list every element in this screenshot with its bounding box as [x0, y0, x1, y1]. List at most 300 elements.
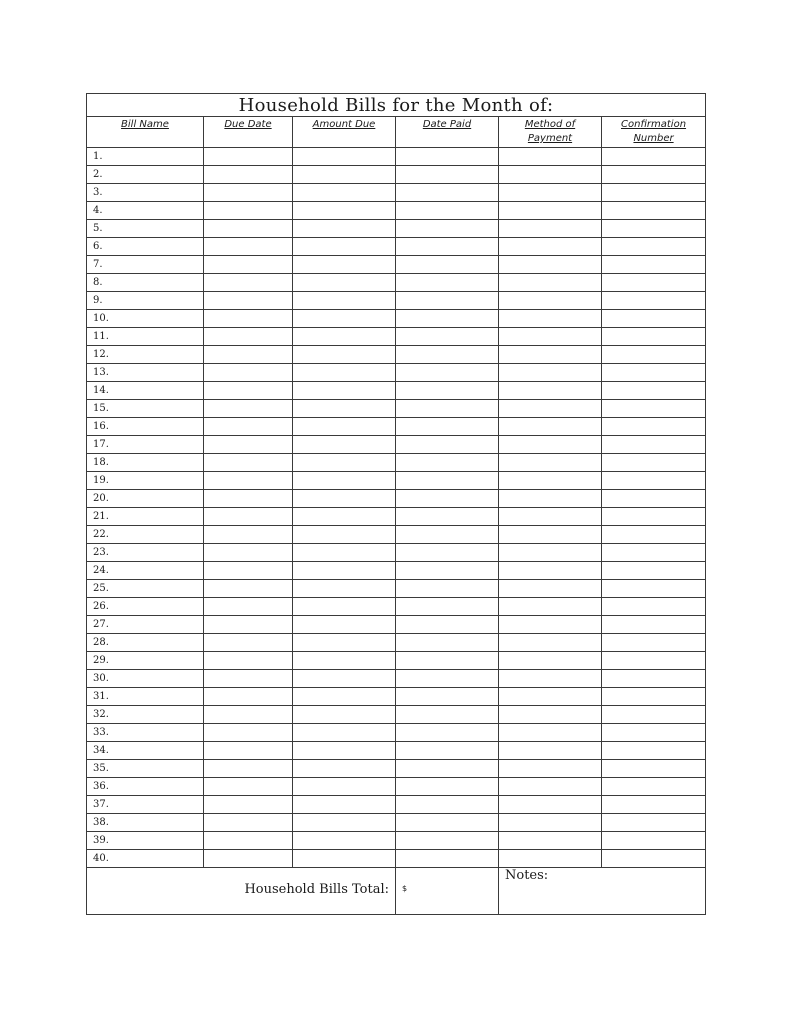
bill-name-cell[interactable] [87, 184, 204, 202]
confirmation-number-cell[interactable] [602, 454, 706, 472]
bill-name-cell[interactable] [87, 364, 204, 382]
amount-due-cell[interactable] [293, 148, 396, 166]
method-of-payment-cell[interactable] [499, 526, 602, 544]
amount-due-cell[interactable] [293, 256, 396, 274]
method-of-payment-cell[interactable] [499, 418, 602, 436]
date-paid-cell[interactable] [396, 292, 499, 310]
column-header-due-date: Due Date [204, 117, 293, 148]
confirmation-number-cell[interactable] [602, 166, 706, 184]
amount-due-cell[interactable] [293, 562, 396, 580]
date-paid-cell[interactable] [396, 544, 499, 562]
confirmation-number-cell[interactable] [602, 562, 706, 580]
method-of-payment-cell[interactable] [499, 346, 602, 364]
method-of-payment-cell[interactable] [499, 472, 602, 490]
date-paid-cell[interactable] [396, 724, 499, 742]
method-of-payment-cell[interactable] [499, 184, 602, 202]
bill-name-cell[interactable] [87, 148, 204, 166]
confirmation-number-cell[interactable] [602, 292, 706, 310]
bill-name-cell[interactable] [87, 814, 204, 832]
method-of-payment-cell[interactable] [499, 778, 602, 796]
table-row [87, 526, 706, 544]
title-row [87, 94, 706, 117]
confirmation-number-cell[interactable] [602, 328, 706, 346]
bill-name-cell[interactable] [87, 274, 204, 292]
bill-name-cell[interactable] [87, 760, 204, 778]
confirmation-number-cell[interactable] [602, 508, 706, 526]
date-paid-cell[interactable] [396, 670, 499, 688]
bill-name-cell[interactable] [87, 418, 204, 436]
table-row [87, 418, 706, 436]
amount-due-cell[interactable] [293, 490, 396, 508]
method-of-payment-cell[interactable] [499, 328, 602, 346]
table-row [87, 292, 706, 310]
column-header-amount-due: Amount Due [293, 117, 396, 148]
due-date-cell[interactable] [204, 508, 293, 526]
amount-due-cell[interactable] [293, 580, 396, 598]
method-of-payment-cell[interactable] [499, 562, 602, 580]
table-row [87, 688, 706, 706]
confirmation-number-cell[interactable] [602, 760, 706, 778]
row-number: 3. [93, 187, 103, 198]
method-of-payment-cell[interactable] [499, 742, 602, 760]
method-of-payment-cell[interactable] [499, 166, 602, 184]
table-row [87, 814, 706, 832]
bill-name-cell[interactable] [87, 526, 204, 544]
date-paid-cell[interactable] [396, 436, 499, 454]
method-of-payment-cell[interactable] [499, 670, 602, 688]
bill-name-cell[interactable] [87, 742, 204, 760]
date-paid-cell[interactable] [396, 328, 499, 346]
amount-due-cell[interactable] [293, 688, 396, 706]
confirmation-number-cell[interactable] [602, 490, 706, 508]
due-date-cell[interactable] [204, 616, 293, 634]
method-of-payment-cell[interactable] [499, 832, 602, 850]
date-paid-cell[interactable] [396, 256, 499, 274]
date-paid-cell[interactable] [396, 616, 499, 634]
method-of-payment-cell[interactable] [499, 688, 602, 706]
method-of-payment-cell[interactable] [499, 400, 602, 418]
bill-name-cell[interactable] [87, 850, 204, 868]
amount-due-cell[interactable] [293, 166, 396, 184]
confirmation-number-cell[interactable] [602, 778, 706, 796]
amount-due-cell[interactable] [293, 742, 396, 760]
amount-due-cell[interactable] [293, 832, 396, 850]
row-number: 39. [93, 835, 109, 846]
date-paid-cell[interactable] [396, 238, 499, 256]
due-date-cell[interactable] [204, 364, 293, 382]
table-row [87, 436, 706, 454]
row-number: 32. [93, 709, 109, 720]
date-paid-cell[interactable] [396, 562, 499, 580]
method-of-payment-cell[interactable] [499, 436, 602, 454]
table-row [87, 400, 706, 418]
method-of-payment-cell[interactable] [499, 220, 602, 238]
table-row [87, 166, 706, 184]
date-paid-cell[interactable] [396, 598, 499, 616]
bill-name-cell[interactable] [87, 166, 204, 184]
due-date-cell[interactable] [204, 490, 293, 508]
date-paid-cell[interactable] [396, 850, 499, 868]
amount-due-cell[interactable] [293, 850, 396, 868]
due-date-cell[interactable] [204, 580, 293, 598]
confirmation-number-cell[interactable] [602, 364, 706, 382]
table-row [87, 706, 706, 724]
method-of-payment-cell[interactable] [499, 598, 602, 616]
amount-due-cell[interactable] [293, 670, 396, 688]
bill-name-cell[interactable] [87, 202, 204, 220]
due-date-cell[interactable] [204, 274, 293, 292]
amount-due-cell[interactable] [293, 598, 396, 616]
household-bills-table [86, 93, 706, 915]
due-date-cell[interactable] [204, 238, 293, 256]
bill-name-cell[interactable] [87, 256, 204, 274]
row-number: 31. [93, 691, 109, 702]
method-of-payment-cell[interactable] [499, 310, 602, 328]
date-paid-cell[interactable] [396, 832, 499, 850]
confirmation-number-cell[interactable] [602, 832, 706, 850]
due-date-cell[interactable] [204, 598, 293, 616]
due-date-cell[interactable] [204, 742, 293, 760]
bill-name-cell[interactable] [87, 382, 204, 400]
due-date-cell[interactable] [204, 418, 293, 436]
bill-name-cell[interactable] [87, 328, 204, 346]
method-of-payment-cell[interactable] [499, 490, 602, 508]
due-date-cell[interactable] [204, 652, 293, 670]
row-number: 8. [93, 277, 103, 288]
amount-due-cell[interactable] [293, 796, 396, 814]
date-paid-cell[interactable] [396, 364, 499, 382]
date-paid-cell[interactable] [396, 652, 499, 670]
bill-name-cell[interactable] [87, 490, 204, 508]
bill-name-cell[interactable] [87, 832, 204, 850]
amount-due-cell[interactable] [293, 310, 396, 328]
confirmation-number-cell[interactable] [602, 472, 706, 490]
amount-due-cell[interactable] [293, 760, 396, 778]
date-paid-cell[interactable] [396, 274, 499, 292]
method-of-payment-cell[interactable] [499, 850, 602, 868]
bill-name-cell[interactable] [87, 598, 204, 616]
bill-name-cell[interactable] [87, 544, 204, 562]
amount-due-cell[interactable] [293, 526, 396, 544]
amount-due-cell[interactable] [293, 346, 396, 364]
due-date-cell[interactable] [204, 436, 293, 454]
confirmation-number-cell[interactable] [602, 598, 706, 616]
date-paid-cell[interactable] [396, 418, 499, 436]
date-paid-cell[interactable] [396, 184, 499, 202]
confirmation-number-cell[interactable] [602, 256, 706, 274]
row-number: 40. [93, 853, 109, 864]
row-number: 22. [93, 529, 109, 540]
method-of-payment-cell[interactable] [499, 760, 602, 778]
row-number: 29. [93, 655, 109, 666]
bill-name-cell[interactable] [87, 238, 204, 256]
amount-due-cell[interactable] [293, 814, 396, 832]
row-number: 20. [93, 493, 109, 504]
row-number: 26. [93, 601, 109, 612]
date-paid-cell[interactable] [396, 220, 499, 238]
bill-name-cell[interactable] [87, 778, 204, 796]
date-paid-cell[interactable] [396, 148, 499, 166]
confirmation-number-cell[interactable] [602, 814, 706, 832]
row-number: 18. [93, 457, 109, 468]
due-date-cell[interactable] [204, 220, 293, 238]
date-paid-cell[interactable] [396, 472, 499, 490]
confirmation-number-cell[interactable] [602, 688, 706, 706]
amount-due-cell[interactable] [293, 400, 396, 418]
confirmation-number-cell[interactable] [602, 634, 706, 652]
due-date-cell[interactable] [204, 670, 293, 688]
row-number: 30. [93, 673, 109, 684]
row-number: 19. [93, 475, 109, 486]
amount-due-cell[interactable] [293, 202, 396, 220]
bill-name-cell[interactable] [87, 346, 204, 364]
due-date-cell[interactable] [204, 562, 293, 580]
amount-due-cell[interactable] [293, 454, 396, 472]
confirmation-number-cell[interactable] [602, 616, 706, 634]
date-paid-cell[interactable] [396, 166, 499, 184]
due-date-cell[interactable] [204, 544, 293, 562]
method-of-payment-cell[interactable] [499, 814, 602, 832]
amount-due-cell[interactable] [293, 724, 396, 742]
confirmation-number-cell[interactable] [602, 418, 706, 436]
method-of-payment-cell[interactable] [499, 706, 602, 724]
table-row [87, 598, 706, 616]
table-row [87, 490, 706, 508]
due-date-cell[interactable] [204, 814, 293, 832]
due-date-cell[interactable] [204, 454, 293, 472]
due-date-cell[interactable] [204, 778, 293, 796]
date-paid-cell[interactable] [396, 634, 499, 652]
confirmation-number-cell[interactable] [602, 184, 706, 202]
bill-name-cell[interactable] [87, 634, 204, 652]
due-date-cell[interactable] [204, 724, 293, 742]
due-date-cell[interactable] [204, 706, 293, 724]
confirmation-number-cell[interactable] [602, 580, 706, 598]
due-date-cell[interactable] [204, 472, 293, 490]
date-paid-cell[interactable] [396, 760, 499, 778]
confirmation-number-cell[interactable] [602, 652, 706, 670]
method-of-payment-cell[interactable] [499, 796, 602, 814]
method-of-payment-cell[interactable] [499, 652, 602, 670]
date-paid-cell[interactable] [396, 382, 499, 400]
row-number: 7. [93, 259, 103, 270]
amount-due-cell[interactable] [293, 238, 396, 256]
method-of-payment-cell[interactable] [499, 724, 602, 742]
row-number: 17. [93, 439, 109, 450]
bill-name-cell[interactable] [87, 400, 204, 418]
date-paid-cell[interactable] [396, 400, 499, 418]
date-paid-cell[interactable] [396, 346, 499, 364]
due-date-cell[interactable] [204, 634, 293, 652]
amount-due-cell[interactable] [293, 472, 396, 490]
table-row [87, 274, 706, 292]
table-row [87, 256, 706, 274]
amount-due-cell[interactable] [293, 292, 396, 310]
confirmation-number-cell[interactable] [602, 238, 706, 256]
amount-due-cell[interactable] [293, 544, 396, 562]
due-date-cell[interactable] [204, 184, 293, 202]
amount-due-cell[interactable] [293, 220, 396, 238]
table-row [87, 760, 706, 778]
date-paid-cell[interactable] [396, 814, 499, 832]
confirmation-number-cell[interactable] [602, 742, 706, 760]
due-date-cell[interactable] [204, 382, 293, 400]
bill-name-cell[interactable] [87, 796, 204, 814]
bill-name-cell[interactable] [87, 562, 204, 580]
due-date-cell[interactable] [204, 148, 293, 166]
method-of-payment-cell[interactable] [499, 454, 602, 472]
due-date-cell[interactable] [204, 688, 293, 706]
amount-due-cell[interactable] [293, 508, 396, 526]
amount-due-cell[interactable] [293, 616, 396, 634]
due-date-cell[interactable] [204, 832, 293, 850]
method-of-payment-cell[interactable] [499, 364, 602, 382]
amount-due-cell[interactable] [293, 274, 396, 292]
method-of-payment-cell[interactable] [499, 292, 602, 310]
total-amount-field[interactable] [396, 868, 499, 915]
due-date-cell[interactable] [204, 256, 293, 274]
bill-name-cell[interactable] [87, 670, 204, 688]
method-of-payment-cell[interactable] [499, 238, 602, 256]
due-date-cell[interactable] [204, 850, 293, 868]
confirmation-number-cell[interactable] [602, 544, 706, 562]
bill-name-cell[interactable] [87, 508, 204, 526]
table-row [87, 616, 706, 634]
amount-due-cell[interactable] [293, 364, 396, 382]
table-row [87, 652, 706, 670]
table-row [87, 472, 706, 490]
method-of-payment-cell[interactable] [499, 508, 602, 526]
due-date-cell[interactable] [204, 400, 293, 418]
bill-name-cell[interactable] [87, 616, 204, 634]
date-paid-cell[interactable] [396, 706, 499, 724]
confirmation-number-cell[interactable] [602, 796, 706, 814]
confirmation-number-cell[interactable] [602, 148, 706, 166]
due-date-cell[interactable] [204, 292, 293, 310]
table-row [87, 202, 706, 220]
table-row [87, 544, 706, 562]
method-of-payment-cell[interactable] [499, 274, 602, 292]
due-date-cell[interactable] [204, 796, 293, 814]
row-number: 24. [93, 565, 109, 576]
method-of-payment-cell[interactable] [499, 544, 602, 562]
amount-due-cell[interactable] [293, 328, 396, 346]
confirmation-number-cell[interactable] [602, 400, 706, 418]
date-paid-cell[interactable] [396, 796, 499, 814]
date-paid-cell[interactable] [396, 742, 499, 760]
confirmation-number-cell[interactable] [602, 382, 706, 400]
row-number: 13. [93, 367, 109, 378]
amount-due-cell[interactable] [293, 778, 396, 796]
confirmation-number-cell[interactable] [602, 202, 706, 220]
bill-name-cell[interactable] [87, 706, 204, 724]
date-paid-cell[interactable] [396, 778, 499, 796]
confirmation-number-cell[interactable] [602, 346, 706, 364]
bill-name-cell[interactable] [87, 652, 204, 670]
method-of-payment-cell[interactable] [499, 634, 602, 652]
confirmation-number-cell[interactable] [602, 670, 706, 688]
notes-field[interactable] [499, 868, 706, 915]
date-paid-cell[interactable] [396, 580, 499, 598]
confirmation-number-cell[interactable] [602, 526, 706, 544]
due-date-cell[interactable] [204, 526, 293, 544]
date-paid-cell[interactable] [396, 310, 499, 328]
date-paid-cell[interactable] [396, 454, 499, 472]
bill-name-cell[interactable] [87, 292, 204, 310]
row-number: 5. [93, 223, 103, 234]
method-of-payment-cell[interactable] [499, 202, 602, 220]
amount-due-cell[interactable] [293, 652, 396, 670]
table-row [87, 580, 706, 598]
table-row [87, 346, 706, 364]
bill-name-cell[interactable] [87, 454, 204, 472]
column-header-date-paid: Date Paid [396, 117, 499, 148]
due-date-cell[interactable] [204, 166, 293, 184]
date-paid-cell[interactable] [396, 688, 499, 706]
method-of-payment-cell[interactable] [499, 148, 602, 166]
date-paid-cell[interactable] [396, 508, 499, 526]
row-number: 25. [93, 583, 109, 594]
amount-due-cell[interactable] [293, 706, 396, 724]
due-date-cell[interactable] [204, 346, 293, 364]
row-number: 21. [93, 511, 109, 522]
confirmation-number-cell[interactable] [602, 274, 706, 292]
date-paid-cell[interactable] [396, 490, 499, 508]
bill-name-cell[interactable] [87, 580, 204, 598]
due-date-cell[interactable] [204, 310, 293, 328]
table-row [87, 328, 706, 346]
row-number: 15. [93, 403, 109, 414]
amount-due-cell[interactable] [293, 184, 396, 202]
confirmation-number-cell[interactable] [602, 220, 706, 238]
table-row [87, 562, 706, 580]
date-paid-cell[interactable] [396, 526, 499, 544]
bill-name-cell[interactable] [87, 472, 204, 490]
row-number: 11. [93, 331, 109, 342]
bill-name-cell[interactable] [87, 436, 204, 454]
method-of-payment-cell[interactable] [499, 616, 602, 634]
table-row [87, 184, 706, 202]
notes-label: Notes: [505, 868, 549, 883]
confirmation-number-cell[interactable] [602, 436, 706, 454]
method-of-payment-cell[interactable] [499, 382, 602, 400]
bill-name-cell[interactable] [87, 310, 204, 328]
amount-due-cell[interactable] [293, 436, 396, 454]
bill-name-cell[interactable] [87, 688, 204, 706]
row-number: 35. [93, 763, 109, 774]
amount-due-cell[interactable] [293, 382, 396, 400]
bill-name-cell[interactable] [87, 724, 204, 742]
due-date-cell[interactable] [204, 202, 293, 220]
table-row [87, 796, 706, 814]
confirmation-number-cell[interactable] [602, 310, 706, 328]
row-number: 9. [93, 295, 103, 306]
confirmation-number-cell[interactable] [602, 706, 706, 724]
bill-name-cell[interactable] [87, 220, 204, 238]
confirmation-number-cell[interactable] [602, 724, 706, 742]
amount-due-cell[interactable] [293, 418, 396, 436]
due-date-cell[interactable] [204, 328, 293, 346]
confirmation-number-cell[interactable] [602, 850, 706, 868]
column-header-method-of-payment: Method of Payment [499, 117, 602, 148]
method-of-payment-cell[interactable] [499, 256, 602, 274]
amount-due-cell[interactable] [293, 634, 396, 652]
table-row [87, 220, 706, 238]
date-paid-cell[interactable] [396, 202, 499, 220]
method-of-payment-cell[interactable] [499, 580, 602, 598]
due-date-cell[interactable] [204, 760, 293, 778]
table-row [87, 508, 706, 526]
